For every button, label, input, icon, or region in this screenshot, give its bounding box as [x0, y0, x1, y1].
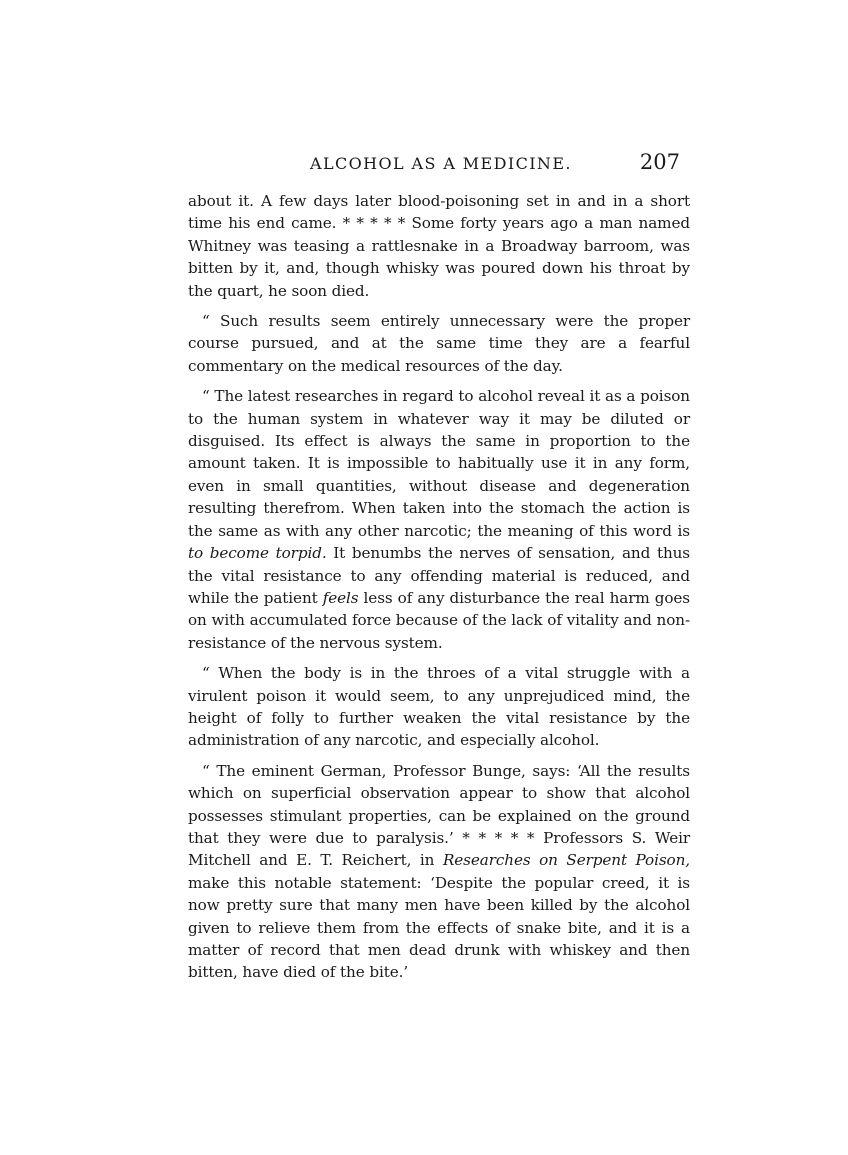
running-title: ALCOHOL AS A MEDICINE.: [310, 154, 572, 173]
paragraph-3-text-c: It benumbs the nerves of sensation, and thus the vital resistance to any offending material is reduced, and while the patient: [188, 544, 690, 607]
paragraph-3-text-a: “ The latest researches in regard to alcohol reveal it as a poison to the human system in whatever way it may be diluted or disguised. Its effect is always the same in proportion to the amount taken. It is impossible to habitually use it in any form, even in small quantities, without disease and degeneration resulting therefrom. When taken into the stomach the action is the same as with any other narcotic; the meaning of this word is: [188, 387, 690, 540]
book-title-researches-on-serpent-poison: Researches on Serpent Poison,: [442, 851, 690, 870]
paragraph-3: [188, 385, 690, 654]
page-number: 207: [639, 150, 680, 174]
paragraph-4: “ When the body is in the throes of a vital struggle with a virulent poison it would seem, to any unprejudiced mind, the height of folly to further weaken the vital resistance by the administration of any narcotic, and especially alcohol.: [188, 664, 690, 750]
italic-word-feels: feels: [322, 588, 359, 607]
paragraph-2: “ Such results seem entirely unnecessary were the proper course pursued, and at the same time they are a fearful commentary on the medical resources of the day.: [188, 312, 690, 375]
paragraph-3-text-e: less of any disturbance the real harm goes on with accumulated force because of the lack of vitality and non-resistance of the nervous system.: [188, 588, 690, 652]
page-header: [188, 150, 690, 190]
paragraph-5-text-c: make this notable statement: ‘Despite the popular creed, it is now pretty sure that many men have been killed by the alcohol given to relieve them from the effects of snake bite, and it is a matter of record that men dead drunk with whiskey and then bitten, have died of the bite.’: [188, 873, 690, 982]
book-page: [188, 150, 690, 984]
paragraph-1: about it. A few days later blood-poisoning set in and in a short time his end came. * * * * * Some forty years ago a man named Whitney was teasing a rattlesnake in a Broadway barroom, was bitten by it, and, though whisky was poured down his throat by the quart, he soon died.: [188, 192, 690, 300]
paragraph-5: [188, 760, 690, 984]
paragraph-5-text-a: “ The eminent German, Professor Bunge, says: ‘All the results which on superficial observation appear to show that alcohol possesses stimulant properties, can be explained on the ground that they were due to paralysis.’ * * * * * Professors S. Weir Mitchell and E. T. Reichert, in: [188, 761, 690, 870]
italic-phrase-to-become-torpid: to become torpid.: [188, 544, 327, 563]
